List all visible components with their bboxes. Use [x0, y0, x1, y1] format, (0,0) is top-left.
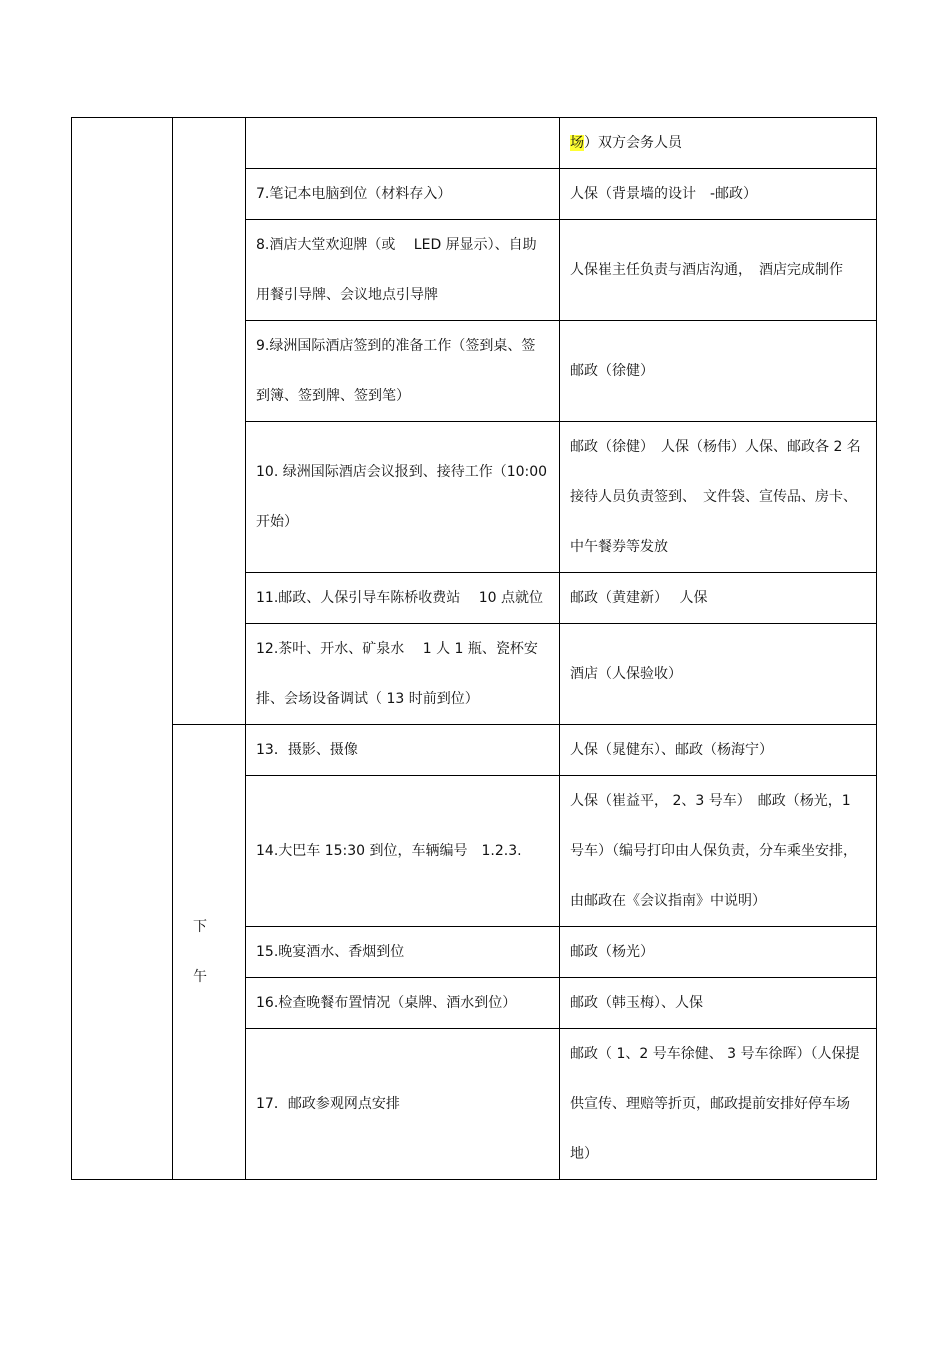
task-cell: 17．邮政参观网点安排: [246, 1029, 560, 1180]
date-cell: [72, 118, 173, 1180]
period-cell-afternoon: 下午: [173, 725, 246, 1180]
owner-cell: 人保（背景墙的设计 -邮政）: [560, 169, 877, 220]
table-row: [72, 118, 877, 169]
task-cell: 14.大巴车 15:30 到位，车辆编号 1.2.3.: [246, 776, 560, 927]
owner-cell: 人保（晁健东）、邮政（杨海宁）: [560, 725, 877, 776]
owner-cell: 邮政（ 1、2 号车徐健、 3 号车徐晖）（人保提供宣传、理赔等折页，邮政提前安排好停车场地）: [560, 1029, 877, 1180]
task-cell: 13．摄影、摄像: [246, 725, 560, 776]
task-cell: 12.茶叶、开水、矿泉水 1 人 1 瓶、瓷杯安排、会场设备调试（ 13 时前到位）: [246, 624, 560, 725]
task-cell: 9.绿洲国际酒店签到的准备工作（签到桌、签到簿、签到牌、签到笔）: [246, 321, 560, 422]
owner-cell: 邮政（杨光）: [560, 927, 877, 978]
task-cell: 15.晚宴酒水、香烟到位: [246, 927, 560, 978]
schedule-table: [71, 117, 877, 1180]
highlighted-text: 场: [570, 135, 584, 151]
period-cell-morning: [173, 118, 246, 725]
owner-cell: 邮政（黄建新） 人保: [560, 573, 877, 624]
owner-cell: 邮政（徐健）: [560, 321, 877, 422]
task-cell: 10. 绿洲国际酒店会议报到、接待工作（10:00 开始）: [246, 422, 560, 573]
task-cell: 8.酒店大堂欢迎牌（或 LED 屏显示）、自助用餐引导牌、会议地点引导牌: [246, 220, 560, 321]
owner-cell: [560, 118, 877, 169]
owner-text: ）双方会务人员: [584, 135, 682, 151]
task-cell: 7.笔记本电脑到位（材料存入）: [246, 169, 560, 220]
owner-cell: 邮政（韩玉梅）、人保: [560, 978, 877, 1029]
owner-cell: 邮政（徐健） 人保（杨伟）人保、邮政各 2 名接待人员负责签到、 文件袋、宣传品、房卡、中午餐券等发放: [560, 422, 877, 573]
task-cell: 11.邮政、人保引导车陈桥收费站 10 点就位: [246, 573, 560, 624]
table-row: [72, 725, 877, 776]
task-cell: 16.检查晚餐布置情况（桌牌、酒水到位）: [246, 978, 560, 1029]
owner-cell: 酒店（人保验收）: [560, 624, 877, 725]
task-cell: [246, 118, 560, 169]
owner-cell: 人保（崔益平， 2、3 号车） 邮政（杨光，1 号车）（编号打印由人保负责，分车乘坐安排，由邮政在《会议指南》中说明）: [560, 776, 877, 927]
owner-cell: 人保崔主任负责与酒店沟通， 酒店完成制作: [560, 220, 877, 321]
